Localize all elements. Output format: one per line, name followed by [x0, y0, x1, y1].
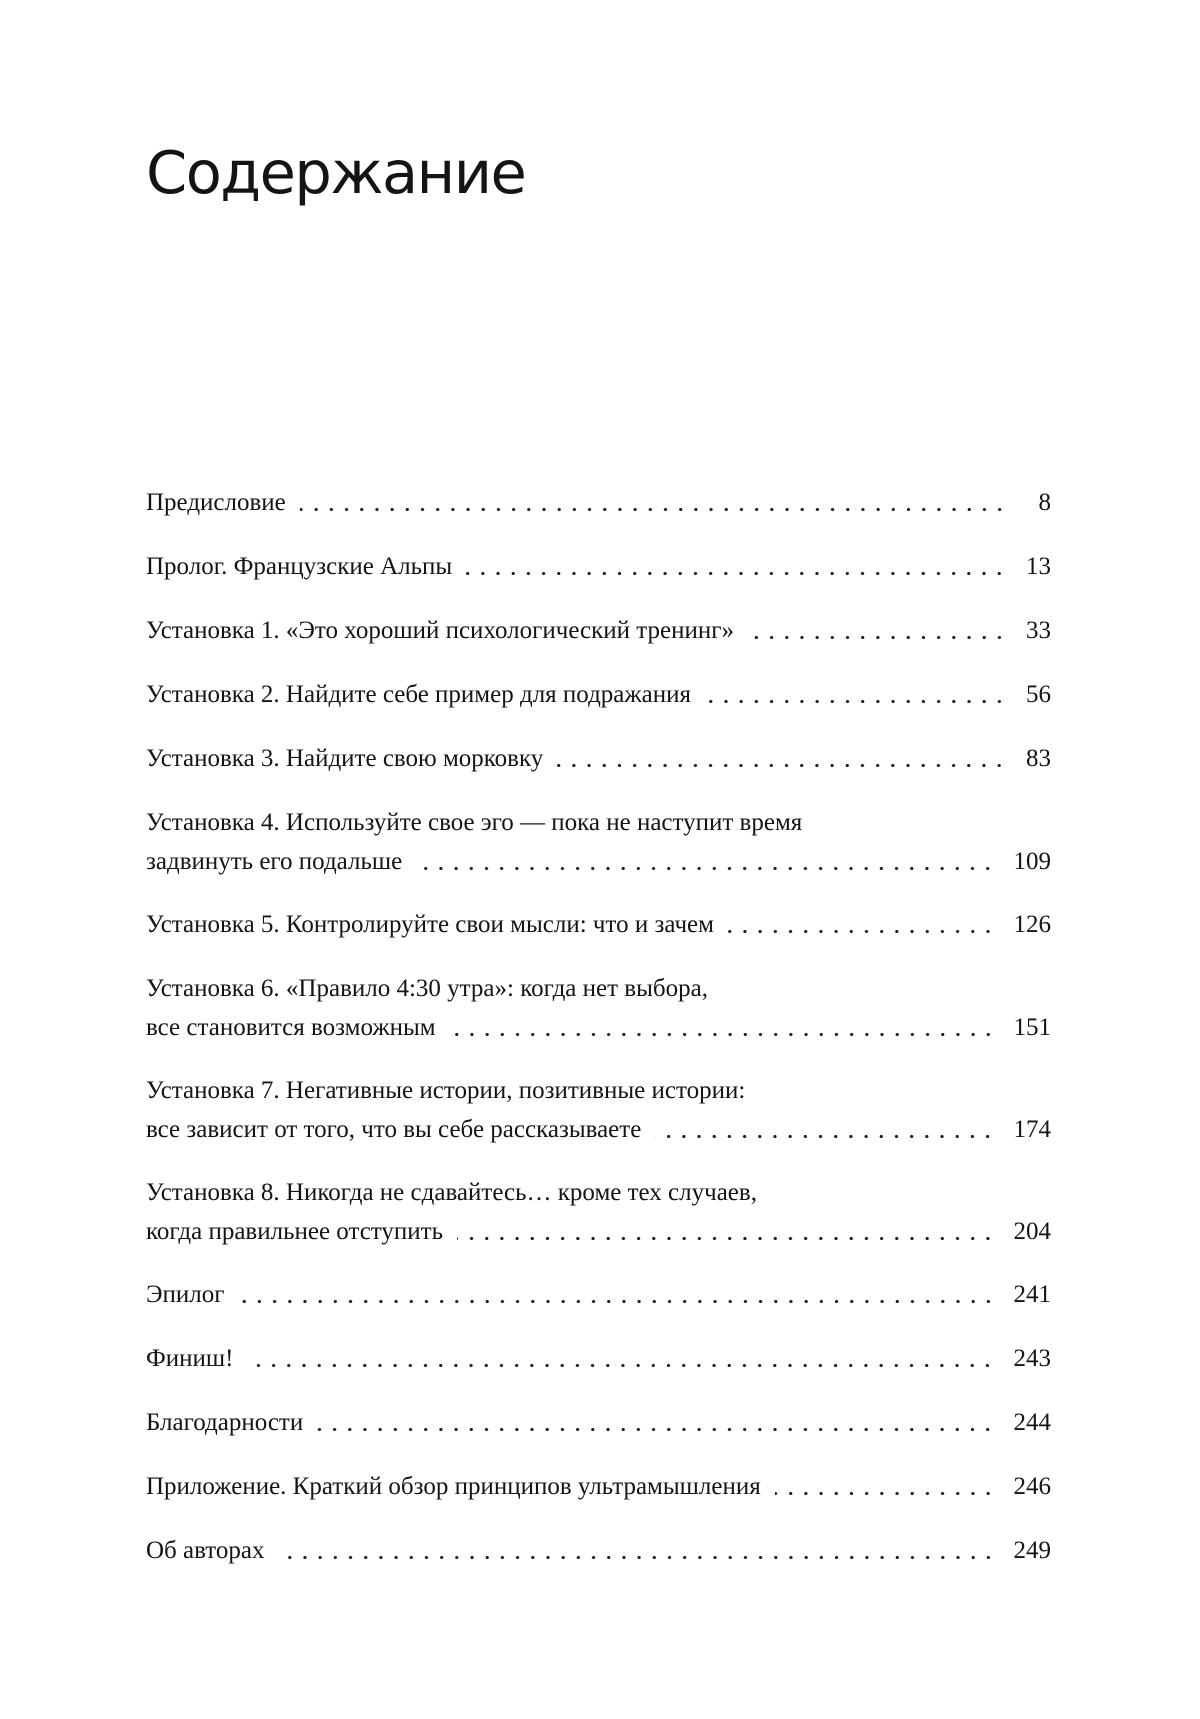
toc-entry[interactable]: [146, 1071, 1051, 1149]
toc-entry[interactable]: [146, 675, 1051, 714]
dot-leader: [655, 1135, 995, 1138]
toc-entry-line: [146, 483, 1051, 522]
toc-entry-line: [146, 1275, 1051, 1314]
toc-entry-title: Приложение. Краткий обзор принципов ультрамышления: [146, 1473, 761, 1500]
toc-page-number: 109: [1013, 848, 1051, 875]
toc-entry-title-line-1: Установка 6. «Правило 4:30 утра»: когда нет выбора,: [146, 975, 708, 1002]
toc-entry-line: [146, 842, 1051, 881]
toc-entry[interactable]: [146, 1173, 1051, 1251]
toc-entry-title: Установка 5. Контролируйте свои мысли: что и зачем: [146, 911, 714, 938]
toc-entry[interactable]: [146, 483, 1051, 522]
toc-entry-line: [146, 611, 1051, 650]
toc-entry-title: все зависит от того, что вы себе рассказываете: [146, 1116, 642, 1143]
toc-page-number: 8: [1038, 489, 1051, 516]
dot-leader: [416, 867, 995, 870]
toc-entry-line: [146, 1403, 1051, 1442]
toc-page-number: 13: [1026, 553, 1051, 580]
dot-leader: [239, 1300, 996, 1303]
toc-entry-title: задвинуть его подальше: [146, 848, 403, 875]
toc-page-number: 241: [1013, 1281, 1051, 1308]
table-of-contents: [146, 483, 1051, 1595]
toc-entry-title: Благодарности: [146, 1409, 304, 1436]
toc-entry-title: Установка 1. «Это хороший психологический тренинг»: [146, 617, 735, 644]
toc-page-number: 33: [1026, 617, 1051, 644]
toc-page-number: 244: [1013, 1409, 1051, 1436]
toc-entry[interactable]: [146, 905, 1051, 944]
dot-leader: [247, 1364, 995, 1367]
toc-page-number: 83: [1026, 745, 1051, 772]
dot-leader: [775, 1492, 996, 1495]
toc-entry-line: [146, 675, 1051, 714]
toc-entry[interactable]: [146, 1531, 1051, 1570]
toc-entry[interactable]: [146, 611, 1051, 650]
toc-page-number: 204: [1013, 1218, 1051, 1245]
toc-entry-line: [146, 1008, 1051, 1047]
toc-entry-line: [146, 739, 1051, 778]
toc-entry-title-line-1: Установка 7. Негативные истории, позитивные истории:: [146, 1077, 746, 1104]
dot-leader: [457, 1237, 996, 1240]
toc-entry-line: [146, 1212, 1051, 1251]
dot-leader: [557, 764, 1007, 767]
toc-entry[interactable]: [146, 1403, 1051, 1442]
toc-entry-title: Предисловие: [146, 489, 286, 516]
dot-leader: [300, 508, 1007, 511]
toc-entry-line: [146, 1467, 1051, 1506]
toc-entry-title: когда правильнее отступить: [146, 1218, 443, 1245]
toc-entry[interactable]: [146, 739, 1051, 778]
dot-leader: [317, 1428, 995, 1431]
toc-page-number: 243: [1013, 1345, 1051, 1372]
toc-entry-line: [146, 1110, 1051, 1149]
page-title: Содержание: [146, 138, 526, 207]
toc-entry[interactable]: [146, 1275, 1051, 1314]
toc-entry-line: [146, 1339, 1051, 1378]
toc-page-number: 126: [1013, 911, 1051, 938]
dot-leader: [748, 636, 1007, 639]
toc-entry-line: [146, 547, 1051, 586]
toc-entry-title: Финиш!: [146, 1345, 234, 1372]
toc-entry-title-line-1: Установка 4. Используйте свое эго — пока не наступит время: [146, 809, 803, 836]
toc-entry-title: все становится возможным: [146, 1014, 436, 1041]
toc-entry[interactable]: [146, 803, 1051, 881]
toc-entry[interactable]: [146, 1339, 1051, 1378]
dot-leader: [450, 1033, 996, 1036]
toc-entry-title: Об авторах: [146, 1537, 265, 1564]
toc-page-number: 174: [1013, 1116, 1051, 1143]
toc-entry-title: Установка 2. Найдите себе пример для подражания: [146, 681, 692, 708]
dot-leader: [728, 930, 996, 933]
toc-entry-line: [146, 905, 1051, 944]
toc-entry-title: Установка 3. Найдите свою морковку: [146, 745, 544, 772]
dot-leader: [466, 572, 1007, 575]
toc-entry-line: [146, 1531, 1051, 1570]
toc-page-number: 56: [1026, 681, 1051, 708]
toc-entry-title: Эпилог: [146, 1281, 225, 1308]
toc-entry-title: Пролог. Французские Альпы: [146, 553, 453, 580]
toc-page-number: 249: [1013, 1537, 1051, 1564]
toc-page-number: 246: [1013, 1473, 1051, 1500]
toc-entry[interactable]: [146, 969, 1051, 1047]
toc-entry-title-line-1: Установка 8. Никогда не сдавайтесь… кроме тех случаев,: [146, 1179, 757, 1206]
toc-entry[interactable]: [146, 1467, 1051, 1506]
toc-page-number: 151: [1013, 1014, 1051, 1041]
dot-leader: [705, 700, 1007, 703]
dot-leader: [279, 1556, 996, 1559]
toc-entry[interactable]: [146, 547, 1051, 586]
